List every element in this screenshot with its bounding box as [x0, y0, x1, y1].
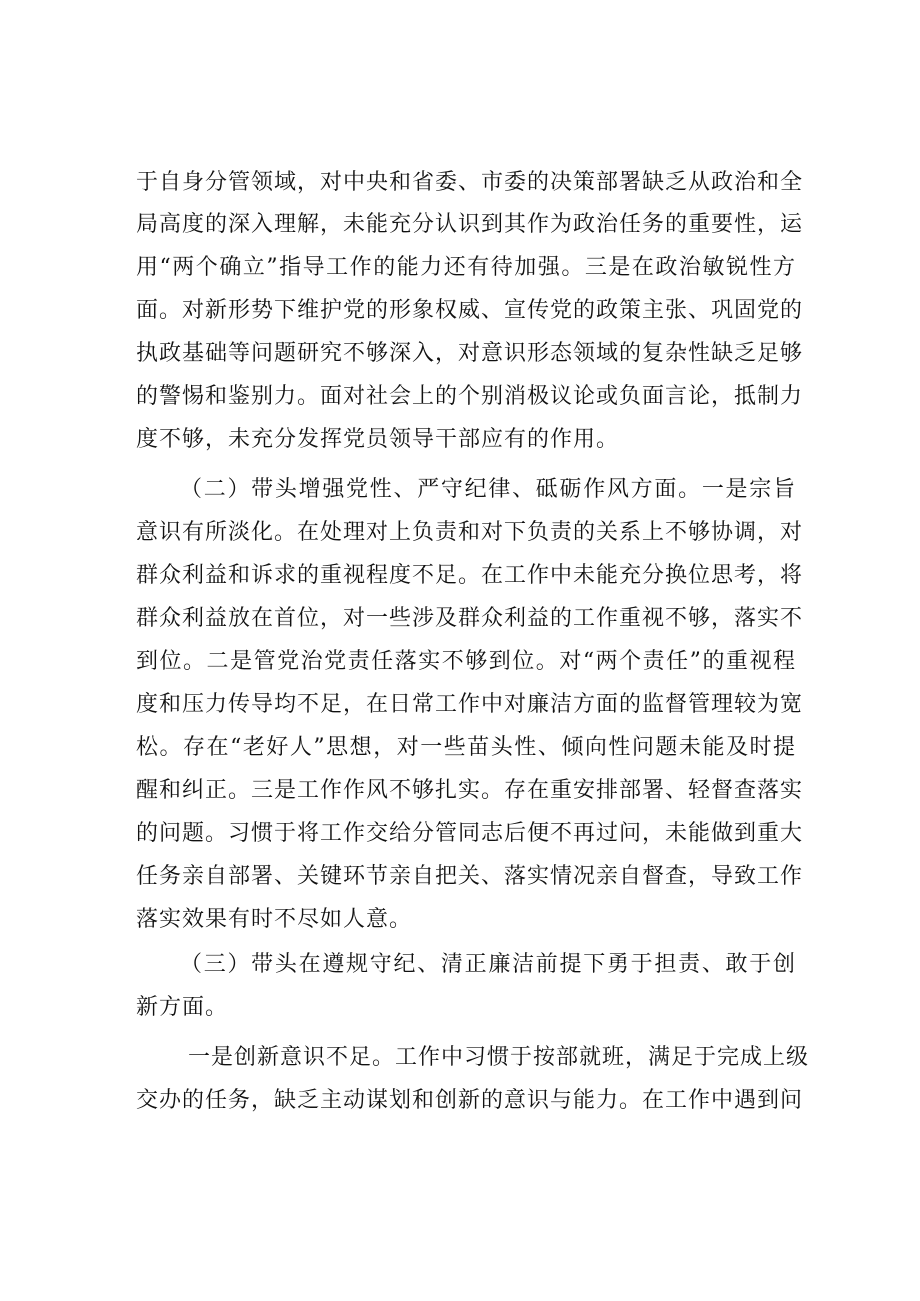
section-heading-line: 新方面。 [136, 995, 229, 1020]
text-line: 的问题。习惯于将工作交给分管同志后便不再过问，未能做到重大 [136, 821, 804, 846]
section-heading-line: （三）带头在遵规守纪、清正廉洁前提下勇于担责、敢于创 [180, 952, 796, 977]
text-line: 的警惕和鉴别力。面对社会上的个别消极议论或负面言论，抵制力 [136, 384, 804, 409]
text-line: 交办的任务，缺乏主动谋划和创新的意识与能力。在工作中遇到问 [136, 1088, 804, 1113]
text-line: 松。存在“老好人”思想，对一些苗头性、倾向性问题未能及时提 [136, 735, 796, 760]
text-line: 任务亲自部署、关键环节亲自把关、落实情况亲自督查，导致工作 [136, 864, 804, 889]
text-line: 到位。二是管党治党责任落实不够到位。对“两个责任”的重视程 [136, 649, 796, 674]
text-line: 执政基础等问题研究不够深入，对意识形态领域的复杂性缺乏足够 [136, 341, 804, 366]
text-line: 醒和纠正。三是工作作风不够扎实。存在重安排部署、轻督查落实 [136, 778, 804, 803]
text-line: 局高度的深入理解，未能充分认识到其作为政治任务的重要性，运 [136, 212, 804, 237]
text-line: 度和压力传导均不足，在日常工作中对廉洁方面的监督管理较为宽 [136, 692, 804, 717]
text-line: 一是创新意识不足。工作中习惯于按部就班，满足于完成上级 [188, 1045, 810, 1070]
text-line: 群众利益放在首位，对一些涉及群众利益的工作重视不够，落实不 [136, 606, 804, 631]
text-line: 度不够，未充分发挥党员领导干部应有的作用。 [136, 427, 620, 452]
text-line: 落实效果有时不尽如人意。 [136, 907, 413, 932]
text-line: 群众利益和诉求的重视程度不足。在工作中未能充分换位思考，将 [136, 563, 804, 588]
text-line: 面。对新形势下维护党的形象权威、宣传党的政策主张、巩固党的 [136, 298, 804, 323]
text-line: 用“两个确立”指导工作的能力还有待加强。三是在政治敏锐性方 [136, 255, 796, 280]
section-heading-line: （二）带头增强党性、严守纪律、砥砺作风方面。一是宗旨 [180, 477, 796, 502]
text-line: 于自身分管领域，对中央和省委、市委的决策部署缺乏从政治和全 [136, 170, 804, 195]
text-line: 意识有所淡化。在处理对上负责和对下负责的关系上不够协调，对 [136, 520, 804, 545]
